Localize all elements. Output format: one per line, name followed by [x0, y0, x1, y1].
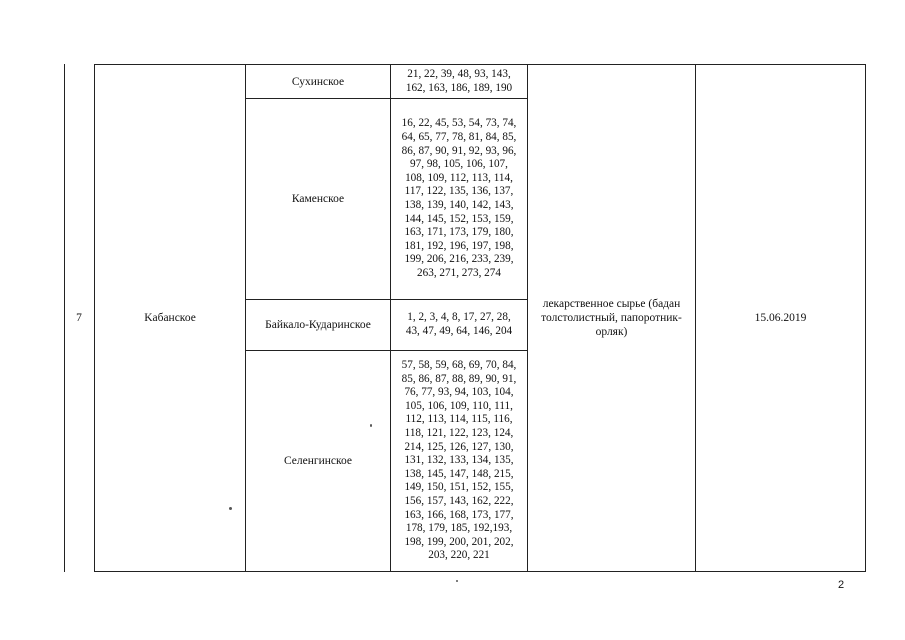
scan-speck [229, 507, 232, 510]
settlement-cell [246, 65, 390, 98]
plots-cell [391, 65, 527, 98]
settlement-name: Селенгинское [283, 455, 353, 467]
settlement-cell [246, 99, 390, 299]
scan-speck [456, 580, 458, 582]
settlement-name: Байкало-Кударинское [265, 319, 371, 331]
plots-list: 57, 58, 59, 68, 69, 70, 84, 85, 86, 87, 88, 89, 90, 91, 76, 77, 93, 94, 103, 104, 105, 106, 109, 110, 111, 112, 113, 114, 115, 116, 118, 121, 122, 123, 124, 214, 125, 126, 127, 130, 131, 132, 133, 134, 135, 138, 145, 147, 148, 215, 149, 150, 151, 152, 155, 156, 157, 143, 162, 222, 163, 166, 168, 173, 177, 178, 179, 185, 192,193, 198, 199, 200, 201, 202, 203, 220, 221 [401, 359, 517, 562]
row-number: 7 [76, 312, 82, 324]
settlement-name: Каменское [291, 193, 345, 205]
plots-cell [391, 300, 527, 350]
col-border-6 [865, 64, 866, 572]
resource-text: лекарственное сырье (бадан толстолистный, папоротник-орляк) [541, 298, 682, 338]
settlement-cell [246, 351, 390, 571]
plots-list: 16, 22, 45, 53, 54, 73, 74, 64, 65, 77, 78, 81, 84, 85, 86, 87, 90, 91, 92, 93, 96, 97, 98, 105, 106, 107, 108, 109, 112, 113, 114, 117, 122, 135, 136, 137, 138, 139, 140, 142, 143, 144, 145, 152, 153, 159, 163, 171, 173, 179, 180, 181, 192, 196, 197, 198, 199, 206, 216, 233, 239, 263, 271, 273, 274 [401, 117, 517, 279]
settlement-cell [246, 300, 390, 350]
date-text: 15.06.2019 [754, 312, 807, 324]
col-border-4 [527, 64, 528, 572]
plots-list: 1, 2, 3, 4, 8, 17, 27, 28, 43, 47, 49, 64, 146, 204 [405, 311, 513, 337]
district-cell [95, 64, 245, 572]
resource-cell [530, 64, 693, 572]
district-name: Kабанское [144, 312, 196, 324]
page-number: 2 [838, 579, 845, 591]
date-cell [696, 64, 865, 572]
plots-list: 21, 22, 39, 48, 93, 143, 162, 163, 186, 189, 190 [405, 67, 513, 94]
plots-cell [391, 99, 527, 299]
settlement-name: Сухинское [291, 75, 345, 88]
row-number-cell [64, 64, 94, 572]
scan-speck [370, 424, 372, 427]
plots-cell [391, 351, 527, 571]
